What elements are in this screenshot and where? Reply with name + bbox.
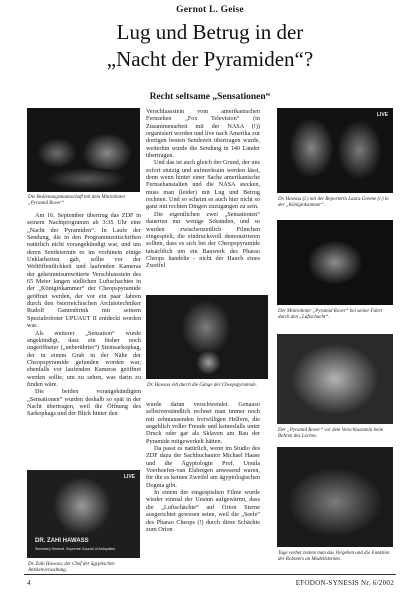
caption-photo-2: Dr. Zahi Hawass, der Chef der ägyptischen Antikenverwaltung. [28,562,115,573]
author-name: Gernot L. Geise [176,5,244,15]
caption-photo-6: Der „Pyramid Rover“ vor dem Verschlussstein beim Bohren des Loches. [278,428,384,439]
photo-model-test [277,447,393,547]
headline-line-1: Lug und Betrug in der [116,20,304,44]
paragraph: Verschlussstein vom amerikanischen Fernsehen „Fox Television“ (in Zusammenarbeit mit der NASA (!)) organisiert worden und live nach Amerika zur dortigen besten Sendezeit übertragen wurde, weiterhin wurde die Sendung in 140 Länder übertragen. [146,108,260,160]
paragraph: Da passt es natürlich, wenn im Studio des ZDF dazu der Sachbuchautor Michael Haase und die Ägyptologin Prof. Ursula Voerhoefen-van Elsbergen anwesend waren, für die es keinen Zweifel am ägyptologischen Dogma gibt. [146,445,260,489]
paragraph: Die beiden vorangekündigten „Sensationen“ wurden deshalb so spät in der Nacht übertragen, weil die Öffnung des Sarkophags und der Blick hinter den [27,388,141,418]
paragraph: Die eigentlichen zwei „Sensationen“ dauerten nur wenige Sekunden, und so wurden zwischenzeitlich Filmchen eingespielt, die eindrucksvoll demonstrieren sollten, dass es sich bei der Cheopspyramide tatsächlich um ein Bauwerk des Pharao Cheops handelte - nicht der Hauch eines Zweifel [146,210,260,270]
live-label: LIVE [123,474,135,480]
caption-photo-5: Dr. Hawass eilt durch die Gänge der Cheopspyramide. [147,383,257,388]
body-column-2a [146,108,260,270]
photo-rover-shaft [277,220,393,305]
issue-label: EFODON-SYNESIS Nr. 6/2002 [295,579,394,587]
body-column-2b [146,401,260,533]
photo-hawass-corridor [146,295,268,379]
photo-control-team [27,108,140,192]
name-overlay: DR. ZAHI HAWASS [35,538,89,544]
caption-photo-1: Die Bedienungsmannschaft mit dem Miniroboter „Pyramid Rover“ [28,195,126,206]
body-column-1 [27,212,141,418]
photo-hawass-reporter [277,108,393,193]
paragraph: Als weiterer „Sensation“ wurde angekündigt, dass ein bisher noch ungeöffneter („unberührter“) Steinsarkophag, der in einem Grab in der Nähe der Cheopspyramide gefunden worden war, ebenfalls vor laufenden Kameras geöffnet werden sollte, um zu sehen, was darin zu finden wäre. [27,329,141,388]
photo-rover-closure-stone [277,334,393,424]
headline-line-2: „Nacht der Pyramiden“? [106,47,314,71]
title-overlay: Secretary General, Supreme Council of Antiquities [35,547,116,551]
subtitle: Recht seltsame „Sensationen“ [149,92,271,102]
live-label: LIVE [376,112,388,118]
photo-zahi-hawass [27,470,140,558]
paragraph: wurde daran verschwendet. Genauso selbstverständlich rechnet man immer noch mit zehntausenden freiwilligen Helfern, die angeblich voller Freude und keinesfalls unter Druck oder gar als Sklaven am Bau der Pyramide mitgewerkelt hätten. [146,401,260,445]
caption-photo-4: Der Miniroboter „Pyramid Rover“ bei seiner Fahrt durch den „Luftschacht“. [278,309,382,320]
caption-photo-3: Dr. Hawass (l.) mit der Reporterin Laura Greene (r.) in der „Königinkammer“. [278,197,389,208]
paragraph: Und das ist auch gleich der Grund, der uns sofort stutzig und aufmerksam werden lässt, denn wenn hinter einer Sache amerikanische Fernsehanstalten und die NASA stecken, muss man (leider) mit Lug und Betrug rechnen. Und so scheint es auch hier nicht so ganz mit rechten Dingen zuzugangen zu sein. [146,159,260,211]
paragraph: In einem der eingespielten Filme wurde wieder einmal der Unsinn aufgewärmt, dass die „Luftschächte“ auf Orion Sterne ausgerichtet gewesen seien, weil die „Seele“ des Pharao Cheops (!) durch diese Schächte zum Orion [146,489,260,533]
paragraph: Am 16. September übertrug das ZDF in seinem Nachtprogramm ab 3:35 Uhr eine „Nacht der Pyramiden“. In Laufe der Sendung, die in den Programmzeitschriften natürlich nicht vorangekündigt war, und um deren Sendetermin es im vorhinein einige Unklarheiten gab, sollte vor der Weltöffentlichkeit und laufenden Kameras der geheimnisumwitterte Verschlussstein des 65 Meter langen südlichen Luftschachtes in der „Königinkammer“ der Cheopspyramide geöffnet werden, der vor ein paar Jahren durch den österreichischen Archäotechniker Rudolf Gantenbrink mit seinem Spezialroboter UPUAUT II entdeckt worden war. [27,212,141,330]
caption-photo-7: Tage vorher testete man das Vorgehen und die Funktion der Roboters an Modellsteinen. [278,551,390,562]
footer-rule [24,574,396,575]
page-number: 4 [27,579,31,587]
